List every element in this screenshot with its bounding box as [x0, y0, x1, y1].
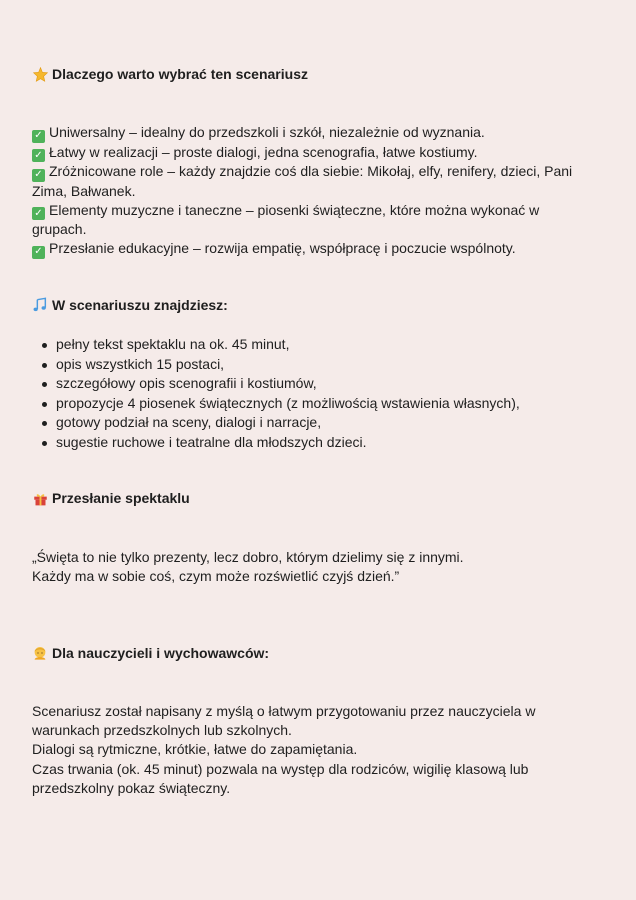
quote-line: „Święta to nie tylko prezenty, lecz dobro, którym dzielimy się z innymi. — [32, 549, 464, 565]
list-item: sugestie ruchowe i teatralne dla młodszych dzieci. — [56, 433, 520, 453]
section-title: Dla nauczycieli i wychowawców: — [52, 645, 270, 661]
benefit-item: ✓ Łatwy w realizacji – proste dialogi, jedna scenografia, łatwe kostiumy. — [32, 143, 577, 163]
star-icon — [32, 66, 48, 82]
section-title: Przesłanie spektaklu — [52, 490, 190, 506]
teacher-icon — [32, 645, 48, 661]
benefit-item: ✓ Zróżnicowane role – każdy znajdzie coś dla siebie: Mikołaj, elfy, renifery, dzieci, Pani Zima, Bałwanek. — [32, 163, 573, 199]
list-item: szczegółowy opis scenografii i kostiumów, — [56, 374, 520, 394]
benefit-item: ✓ Uniwersalny – idealny do przedszkoli i szkół, niezależnie od wyznania. — [32, 123, 577, 143]
benefit-item: ✓ Elementy muzyczne i taneczne – piosenki świąteczne, które można wykonać w grupach. — [32, 201, 540, 238]
gift-icon — [32, 490, 48, 506]
checkmark-icon: ✓ — [32, 169, 45, 182]
list-item: opis wszystkich 15 postaci, — [56, 355, 520, 375]
quote-line: Każdy ma w sobie coś, czym może rozświetlić czyjś dzień.” — [32, 568, 400, 585]
section-title: Dlaczego warto wybrać ten scenariusz — [52, 66, 308, 82]
music-notes-icon — [32, 297, 48, 313]
checkmark-icon: ✓ — [32, 246, 45, 259]
paragraph-line: Czas trwania (ok. 45 minut) pozwala na występ dla rodziców, wigilię klasową lub przedszkolny pokaz świąteczny. — [32, 760, 529, 796]
section-heading-contents — [32, 297, 228, 313]
section-title: W scenariuszu znajdziesz: — [52, 297, 228, 313]
paragraph-line: Dialogi są rytmiczne, krótkie, łatwe do zapamiętania. — [32, 741, 358, 758]
checkmark-icon: ✓ — [32, 207, 45, 220]
section-heading-why — [32, 66, 308, 82]
checkmark-icon: ✓ — [32, 149, 45, 162]
teachers-paragraph — [32, 702, 562, 798]
quote-block — [32, 548, 577, 586]
list-item: gotowy podział na sceny, dialogi i narracje, — [56, 413, 520, 433]
benefits-list — [32, 123, 577, 259]
contents-bullet-list — [32, 335, 520, 452]
section-heading-teachers — [32, 645, 269, 661]
paragraph-line: Scenariusz został napisany z myślą o łatwym przygotowaniu przez nauczyciela w warunkach przedszkolnych lub szkolnych. — [32, 703, 536, 739]
section-heading-message — [32, 490, 190, 506]
list-item: propozycje 4 piosenek świątecznych (z możliwością wstawienia własnych), — [56, 394, 520, 414]
checkmark-icon: ✓ — [32, 130, 45, 143]
benefit-item: ✓ Przesłanie edukacyjne – rozwija empatię, współpracę i poczucie wspólnoty. — [32, 239, 577, 259]
list-item: pełny tekst spektaklu na ok. 45 minut, — [56, 335, 520, 355]
